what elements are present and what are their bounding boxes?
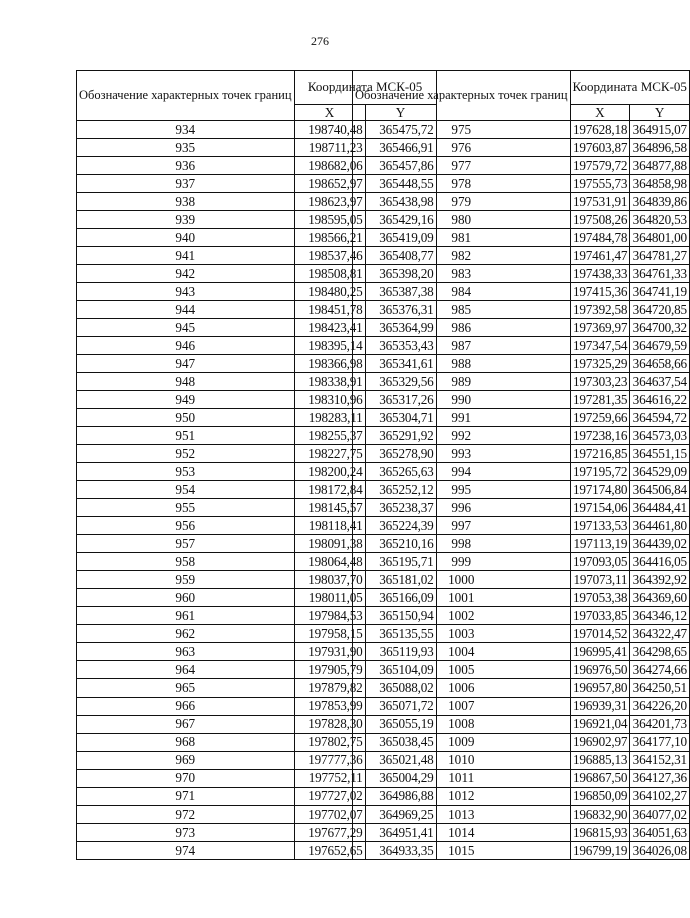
x-coordinate: 197259,66 [570, 409, 630, 427]
point-number: 984 [353, 283, 571, 301]
y-coordinate: 364298,65 [630, 643, 690, 661]
point-number: 1007 [353, 697, 571, 715]
point-number: 1014 [353, 823, 571, 841]
point-number: 954 [77, 481, 295, 499]
x-coordinate: 197073,11 [570, 571, 630, 589]
x-coordinate: 197415,36 [570, 283, 630, 301]
y-coordinate: 365021,48 [365, 751, 436, 769]
point-number: 948 [77, 373, 295, 391]
table-row [353, 733, 690, 751]
x-coordinate: 198623,97 [294, 193, 365, 211]
table-row [353, 445, 690, 463]
table-row [353, 427, 690, 445]
x-coordinate: 197303,23 [570, 373, 630, 391]
table-row [353, 697, 690, 715]
y-coordinate: 364127,36 [630, 769, 690, 787]
table-row [353, 679, 690, 697]
point-number: 992 [353, 427, 571, 445]
table-row [353, 643, 690, 661]
point-number: 981 [353, 229, 571, 247]
x-coordinate: 197984,53 [294, 607, 365, 625]
x-coordinate: 198118,41 [294, 517, 365, 535]
y-coordinate: 364051,63 [630, 823, 690, 841]
x-coordinate: 197777,36 [294, 751, 365, 769]
y-coordinate: 365088,02 [365, 679, 436, 697]
point-number: 945 [77, 319, 295, 337]
x-coordinate: 198091,38 [294, 535, 365, 553]
table-row [353, 121, 690, 139]
point-number: 1004 [353, 643, 571, 661]
point-number: 996 [353, 499, 571, 517]
y-coordinate: 364484,41 [630, 499, 690, 517]
x-coordinate: 197347,54 [570, 337, 630, 355]
x-coordinate: 197461,47 [570, 247, 630, 265]
x-coordinate: 197033,85 [570, 607, 630, 625]
x-coordinate: 197154,06 [570, 499, 630, 517]
y-coordinate: 365055,19 [365, 715, 436, 733]
table-row [353, 607, 690, 625]
y-coordinate: 364201,73 [630, 715, 690, 733]
y-coordinate: 364801,00 [630, 229, 690, 247]
y-coordinate: 364077,02 [630, 805, 690, 823]
point-number: 1010 [353, 751, 571, 769]
x-coordinate: 196939,31 [570, 697, 630, 715]
x-coordinate: 197579,72 [570, 157, 630, 175]
point-number: 935 [77, 139, 295, 157]
x-coordinate: 196976,50 [570, 661, 630, 679]
x-coordinate: 198395,14 [294, 337, 365, 355]
point-number: 995 [353, 481, 571, 499]
point-number: 980 [353, 211, 571, 229]
table-row [353, 211, 690, 229]
point-number: 990 [353, 391, 571, 409]
x-coordinate: 197369,97 [570, 319, 630, 337]
y-coordinate: 365448,55 [365, 175, 436, 193]
point-number: 1002 [353, 607, 571, 625]
x-coordinate: 197603,87 [570, 139, 630, 157]
x-coordinate: 198200,24 [294, 463, 365, 481]
x-coordinate: 197531,91 [570, 193, 630, 211]
x-coordinate: 197931,90 [294, 643, 365, 661]
table-row [353, 535, 690, 553]
table-row [353, 355, 690, 373]
point-number: 934 [77, 121, 295, 139]
x-coordinate: 196832,90 [570, 805, 630, 823]
point-number: 987 [353, 337, 571, 355]
point-number: 975 [353, 121, 571, 139]
point-number: 1006 [353, 679, 571, 697]
point-number: 953 [77, 463, 295, 481]
x-coordinate: 196815,93 [570, 823, 630, 841]
y-coordinate: 365119,93 [365, 643, 436, 661]
point-number: 1001 [353, 589, 571, 607]
y-coordinate: 365104,09 [365, 661, 436, 679]
y-coordinate: 364226,20 [630, 697, 690, 715]
x-coordinate: 196799,19 [570, 841, 630, 859]
y-coordinate: 364506,84 [630, 481, 690, 499]
y-coordinate: 364322,47 [630, 625, 690, 643]
y-coordinate: 365135,55 [365, 625, 436, 643]
y-coordinate: 364439,02 [630, 535, 690, 553]
y-coordinate: 364658,66 [630, 355, 690, 373]
point-number: 968 [77, 733, 295, 751]
y-coordinate: 365317,26 [365, 391, 436, 409]
table-row [353, 391, 690, 409]
y-coordinate: 365150,94 [365, 607, 436, 625]
point-number: 940 [77, 229, 295, 247]
x-coordinate: 198338,91 [294, 373, 365, 391]
table-row [353, 481, 690, 499]
x-coordinate: 198451,78 [294, 301, 365, 319]
table-row [353, 499, 690, 517]
x-coordinate: 198011,05 [294, 589, 365, 607]
table-row [353, 409, 690, 427]
point-number: 1012 [353, 787, 571, 805]
y-coordinate: 365278,90 [365, 445, 436, 463]
y-coordinate: 364616,22 [630, 391, 690, 409]
table-row [353, 265, 690, 283]
x-coordinate: 197727,02 [294, 787, 365, 805]
x-coordinate: 198227,75 [294, 445, 365, 463]
point-number: 1013 [353, 805, 571, 823]
table-row [353, 319, 690, 337]
table-row [353, 139, 690, 157]
point-number: 936 [77, 157, 295, 175]
y-coordinate: 365210,16 [365, 535, 436, 553]
y-coordinate: 365387,38 [365, 283, 436, 301]
y-coordinate: 365166,09 [365, 589, 436, 607]
point-number: 1011 [353, 769, 571, 787]
y-coordinate: 365466,91 [365, 139, 436, 157]
y-coordinate: 364720,85 [630, 301, 690, 319]
x-coordinate: 197508,26 [570, 211, 630, 229]
x-coordinate: 196921,04 [570, 715, 630, 733]
coordinates-table-right [352, 70, 690, 860]
table-row [353, 571, 690, 589]
table-row [353, 247, 690, 265]
point-number: 1000 [353, 571, 571, 589]
x-coordinate: 197677,29 [294, 823, 365, 841]
x-coordinate: 197702,07 [294, 805, 365, 823]
table-row [353, 661, 690, 679]
point-number: 988 [353, 355, 571, 373]
y-coordinate: 364986,88 [365, 787, 436, 805]
point-number: 967 [77, 715, 295, 733]
x-coordinate: 197195,72 [570, 463, 630, 481]
point-number: 938 [77, 193, 295, 211]
x-coordinate: 196902,97 [570, 733, 630, 751]
y-coordinate: 364877,88 [630, 157, 690, 175]
y-coordinate: 364369,60 [630, 589, 690, 607]
y-coordinate: 365429,16 [365, 211, 436, 229]
table-row [353, 589, 690, 607]
x-coordinate: 197555,73 [570, 175, 630, 193]
point-number: 947 [77, 355, 295, 373]
x-coordinate: 196885,13 [570, 751, 630, 769]
point-number: 955 [77, 499, 295, 517]
y-coordinate: 364573,03 [630, 427, 690, 445]
point-number: 983 [353, 265, 571, 283]
point-number: 998 [353, 535, 571, 553]
y-coordinate: 364839,86 [630, 193, 690, 211]
point-number: 982 [353, 247, 571, 265]
point-number: 937 [77, 175, 295, 193]
x-coordinate: 198480,25 [294, 283, 365, 301]
table-row [353, 175, 690, 193]
y-coordinate: 364250,51 [630, 679, 690, 697]
coord-system-header: Координата МСК-05 [570, 71, 689, 105]
x-coordinate: 196957,80 [570, 679, 630, 697]
table-row [353, 337, 690, 355]
y-coordinate: 364529,09 [630, 463, 690, 481]
y-coordinate: 364416,05 [630, 553, 690, 571]
point-number: 985 [353, 301, 571, 319]
point-number: 993 [353, 445, 571, 463]
y-coordinate: 365181,02 [365, 571, 436, 589]
y-coordinate: 365265,63 [365, 463, 436, 481]
y-coordinate: 364461,80 [630, 517, 690, 535]
point-number: 959 [77, 571, 295, 589]
point-number: 941 [77, 247, 295, 265]
point-number: 997 [353, 517, 571, 535]
table-row [353, 553, 690, 571]
point-number: 979 [353, 193, 571, 211]
x-coordinate: 197325,29 [570, 355, 630, 373]
y-coordinate: 365475,72 [365, 121, 436, 139]
x-coordinate: 197484,78 [570, 229, 630, 247]
y-coordinate: 364951,41 [365, 823, 436, 841]
y-coordinate: 365304,71 [365, 409, 436, 427]
table-row [353, 751, 690, 769]
y-coordinate: 364896,58 [630, 139, 690, 157]
table-row [353, 229, 690, 247]
y-coordinate: 365252,12 [365, 481, 436, 499]
point-number: 974 [77, 841, 295, 859]
x-coordinate: 197628,18 [570, 121, 630, 139]
y-coordinate: 364346,12 [630, 607, 690, 625]
point-number: 950 [77, 409, 295, 427]
y-coordinate: 364741,19 [630, 283, 690, 301]
x-coordinate: 198652,97 [294, 175, 365, 193]
x-coordinate: 198740,48 [294, 121, 365, 139]
x-coordinate: 197174,80 [570, 481, 630, 499]
y-column-header: Y [365, 105, 436, 121]
point-number: 951 [77, 427, 295, 445]
table-row [353, 517, 690, 535]
point-number: 1005 [353, 661, 571, 679]
x-coordinate: 198682,06 [294, 157, 365, 175]
x-coordinate: 197053,38 [570, 589, 630, 607]
point-number: 949 [77, 391, 295, 409]
point-number: 961 [77, 607, 295, 625]
x-coordinate: 196995,41 [570, 643, 630, 661]
x-coordinate: 197958,15 [294, 625, 365, 643]
point-number: 939 [77, 211, 295, 229]
x-coordinate: 197828,30 [294, 715, 365, 733]
coord-system-header: Координата МСК-05 [294, 71, 436, 105]
x-coordinate: 197438,33 [570, 265, 630, 283]
point-number: 1008 [353, 715, 571, 733]
table-row [353, 463, 690, 481]
y-coordinate: 364152,31 [630, 751, 690, 769]
x-coordinate: 198508,81 [294, 265, 365, 283]
x-coordinate: 197216,85 [570, 445, 630, 463]
y-coordinate: 365353,43 [365, 337, 436, 355]
point-number: 977 [353, 157, 571, 175]
y-coordinate: 364594,72 [630, 409, 690, 427]
y-coordinate: 365364,99 [365, 319, 436, 337]
x-coordinate: 198537,46 [294, 247, 365, 265]
x-coordinate: 197133,53 [570, 517, 630, 535]
point-number: 958 [77, 553, 295, 571]
x-coordinate: 197879,82 [294, 679, 365, 697]
point-number: 1009 [353, 733, 571, 751]
y-coordinate: 365291,92 [365, 427, 436, 445]
y-coordinate: 365004,29 [365, 769, 436, 787]
point-number: 978 [353, 175, 571, 193]
y-coordinate: 365341,61 [365, 355, 436, 373]
table-row [353, 841, 690, 859]
y-coordinate: 364969,25 [365, 805, 436, 823]
x-coordinate: 198064,48 [294, 553, 365, 571]
y-coordinate: 364274,66 [630, 661, 690, 679]
x-coordinate: 198283,11 [294, 409, 365, 427]
y-coordinate: 364679,59 [630, 337, 690, 355]
point-label-header: Обозначение характерных точек границ [77, 71, 295, 121]
y-coordinate: 365438,98 [365, 193, 436, 211]
point-number: 963 [77, 643, 295, 661]
point-number: 962 [77, 625, 295, 643]
point-number: 956 [77, 517, 295, 535]
x-coordinate: 198595,05 [294, 211, 365, 229]
x-coordinate: 197802,75 [294, 733, 365, 751]
y-coordinate: 364177,10 [630, 733, 690, 751]
x-coordinate: 197014,52 [570, 625, 630, 643]
y-coordinate: 365238,37 [365, 499, 436, 517]
y-coordinate: 365038,45 [365, 733, 436, 751]
table-row [353, 769, 690, 787]
table-row [353, 301, 690, 319]
x-coordinate: 198255,37 [294, 427, 365, 445]
table-row [353, 373, 690, 391]
point-number: 966 [77, 697, 295, 715]
x-coordinate: 196867,50 [570, 769, 630, 787]
point-number: 994 [353, 463, 571, 481]
point-number: 999 [353, 553, 571, 571]
y-coordinate: 364820,53 [630, 211, 690, 229]
x-coordinate: 198566,21 [294, 229, 365, 247]
table-row [353, 157, 690, 175]
y-coordinate: 365224,39 [365, 517, 436, 535]
x-coordinate: 198172,84 [294, 481, 365, 499]
table-row [353, 283, 690, 301]
point-number: 972 [77, 805, 295, 823]
y-coordinate: 364700,32 [630, 319, 690, 337]
point-number: 969 [77, 751, 295, 769]
x-coordinate: 197853,99 [294, 697, 365, 715]
y-coordinate: 364102,27 [630, 787, 690, 805]
point-number: 971 [77, 787, 295, 805]
x-coordinate: 197752,11 [294, 769, 365, 787]
point-number: 952 [77, 445, 295, 463]
x-coordinate: 198366,98 [294, 355, 365, 373]
point-number: 1015 [353, 841, 571, 859]
y-coordinate: 364761,33 [630, 265, 690, 283]
point-number: 944 [77, 301, 295, 319]
y-coordinate: 365195,71 [365, 553, 436, 571]
table-row [353, 805, 690, 823]
x-coordinate: 198711,23 [294, 139, 365, 157]
y-coordinate: 364933,35 [365, 841, 436, 859]
y-coordinate: 365071,72 [365, 697, 436, 715]
x-column-header: X [294, 105, 365, 121]
point-number: 957 [77, 535, 295, 553]
page-number: 276 [311, 34, 329, 48]
x-coordinate: 198423,41 [294, 319, 365, 337]
y-coordinate: 365408,77 [365, 247, 436, 265]
table-row [353, 193, 690, 211]
table-row [353, 715, 690, 733]
point-number: 986 [353, 319, 571, 337]
point-number: 1003 [353, 625, 571, 643]
point-number: 960 [77, 589, 295, 607]
y-coordinate: 364915,07 [630, 121, 690, 139]
point-number: 973 [77, 823, 295, 841]
y-column-header: Y [630, 105, 690, 121]
point-number: 976 [353, 139, 571, 157]
x-coordinate: 197281,35 [570, 391, 630, 409]
x-coordinate: 197905,79 [294, 661, 365, 679]
x-coordinate: 197093,05 [570, 553, 630, 571]
point-number: 970 [77, 769, 295, 787]
point-number: 965 [77, 679, 295, 697]
table-row [353, 625, 690, 643]
point-number: 942 [77, 265, 295, 283]
x-coordinate: 198310,96 [294, 391, 365, 409]
table-row [353, 787, 690, 805]
point-number: 991 [353, 409, 571, 427]
point-number: 989 [353, 373, 571, 391]
x-coordinate: 197392,58 [570, 301, 630, 319]
point-number: 943 [77, 283, 295, 301]
y-coordinate: 364026,08 [630, 841, 690, 859]
x-column-header: X [570, 105, 630, 121]
y-coordinate: 365398,20 [365, 265, 436, 283]
y-coordinate: 364858,98 [630, 175, 690, 193]
y-coordinate: 365329,56 [365, 373, 436, 391]
x-coordinate: 197113,19 [570, 535, 630, 553]
y-coordinate: 364781,27 [630, 247, 690, 265]
y-coordinate: 365376,31 [365, 301, 436, 319]
point-label-header: Обозначение характерных точек границ [353, 71, 571, 121]
x-coordinate: 198145,57 [294, 499, 365, 517]
point-number: 964 [77, 661, 295, 679]
x-coordinate: 198037,70 [294, 571, 365, 589]
x-coordinate: 197238,16 [570, 427, 630, 445]
point-number: 946 [77, 337, 295, 355]
y-coordinate: 365419,09 [365, 229, 436, 247]
y-coordinate: 364551,15 [630, 445, 690, 463]
x-coordinate: 196850,09 [570, 787, 630, 805]
y-coordinate: 364392,92 [630, 571, 690, 589]
y-coordinate: 365457,86 [365, 157, 436, 175]
y-coordinate: 364637,54 [630, 373, 690, 391]
x-coordinate: 197652,65 [294, 841, 365, 859]
table-row [353, 823, 690, 841]
